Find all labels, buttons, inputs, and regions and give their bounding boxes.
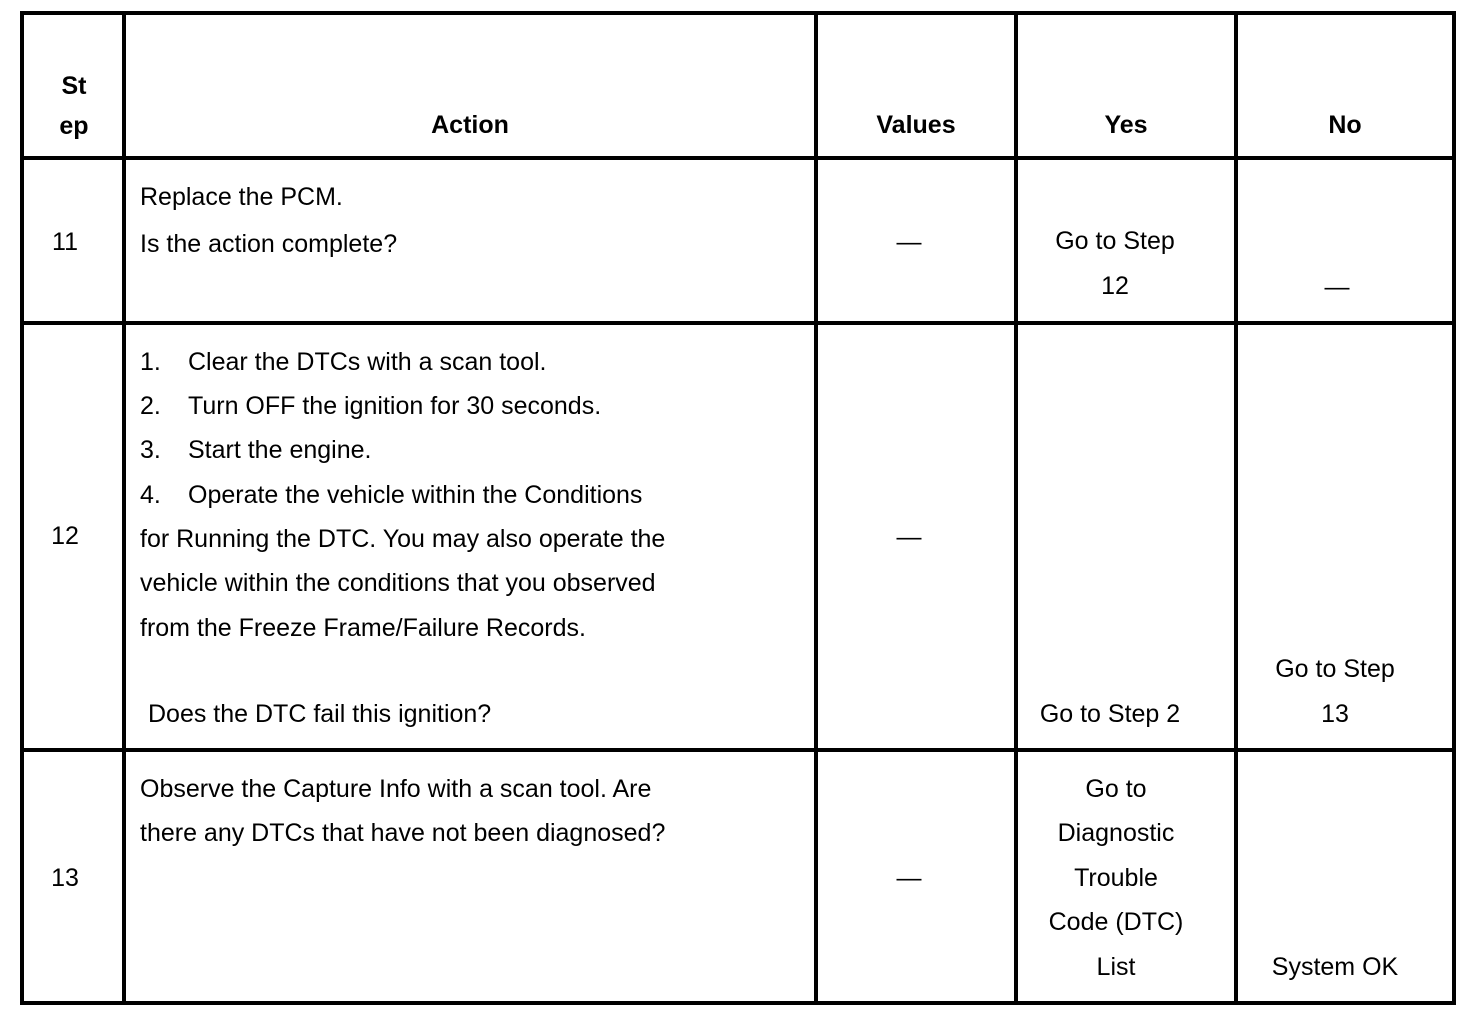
list-text: Clear the DTCs with a scan tool. [188, 348, 547, 376]
no-text: Go to Step [1275, 655, 1395, 683]
list-text: Turn OFF the ignition for 30 seconds. [188, 392, 602, 420]
action-list-item [140, 340, 546, 384]
no-text: 13 [1321, 700, 1349, 728]
action-text: vehicle within the conditions that you observed [140, 569, 656, 597]
column-divider-yes [1234, 11, 1238, 1005]
action-text: there any DTCs that have not been diagnosed? [140, 819, 666, 847]
action-question: Does the DTC fail this ignition? [148, 700, 492, 728]
list-text: Operate the vehicle within the Conditions [188, 481, 643, 509]
header-step-line-2: ep [59, 112, 89, 140]
yes-text: Go to [1085, 775, 1147, 803]
list-number: 3. [140, 436, 161, 464]
action-text: Is the action complete? [140, 230, 398, 258]
row-12-divider [20, 748, 1456, 752]
action-text: for Running the DTC. You may also operate the [140, 525, 666, 553]
yes-text: Go to Step [1055, 227, 1175, 255]
header-no: No [1328, 111, 1362, 139]
step-number: 11 [52, 228, 78, 256]
action-text: Observe the Capture Info with a scan tool. Are [140, 775, 652, 803]
no-dash: — [1324, 273, 1350, 301]
step-number: 13 [51, 864, 79, 892]
header-yes: Yes [1104, 111, 1148, 139]
values-dash: — [896, 864, 922, 892]
list-text: Start the engine. [188, 436, 372, 464]
list-number: 4. [140, 481, 161, 509]
table-border-bottom [20, 1001, 1456, 1005]
action-list-item [140, 428, 371, 472]
action-list-item [140, 384, 601, 428]
step-number: 12 [51, 522, 79, 550]
header-step [26, 66, 122, 146]
header-action: Action [431, 111, 509, 139]
yes-text: 12 [1101, 272, 1129, 300]
list-number: 1. [140, 348, 161, 376]
yes-text: Trouble [1074, 864, 1158, 892]
row-11-divider [20, 321, 1456, 325]
list-number: 2. [140, 392, 161, 420]
table-border-top [20, 11, 1456, 15]
table-border-right [1452, 11, 1456, 1005]
action-text: Replace the PCM. [140, 183, 343, 211]
no-text: System OK [1271, 953, 1399, 981]
yes-text: Diagnostic [1057, 819, 1175, 847]
column-divider-step [122, 11, 126, 1005]
action-text: from the Freeze Frame/Failure Records. [140, 614, 586, 642]
header-step-line-1: St [61, 72, 87, 100]
column-divider-action [814, 11, 818, 1005]
yes-text: Code (DTC) [1048, 908, 1184, 936]
values-dash: — [896, 523, 922, 551]
action-list-item [140, 473, 642, 517]
header-values: Values [876, 111, 956, 139]
table-border-left [20, 11, 24, 1005]
header-row-divider [20, 156, 1456, 160]
yes-text: List [1096, 953, 1136, 981]
yes-text: Go to Step 2 [1039, 700, 1181, 728]
values-dash: — [896, 228, 922, 256]
